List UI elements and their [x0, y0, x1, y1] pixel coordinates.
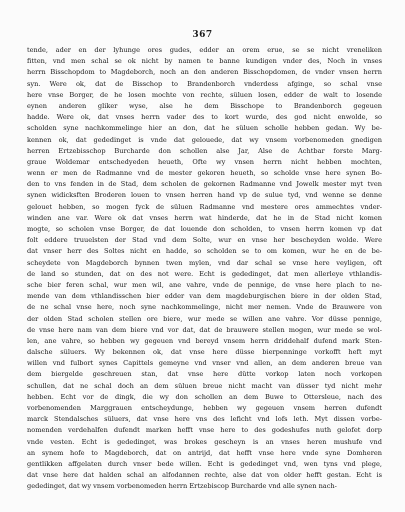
text-line: vorbenomenden Marggrauen entscheydunge, hebben wy gegeuen vnsem herren dufendt — [27, 404, 382, 412]
text-line: gelouet hebben, so mogen fyck de süluen Radmanne vnd mestere ores ammechtes vnder- — [27, 202, 382, 211]
text-line: here vnse Borger, de he losen mochte von rechte, süluen losen, edder de walt to losende — [27, 90, 382, 99]
text-line: de vnse here nam van dem biere vnd vor dat, dat de brauwere stellen mogen, wur mede se wol- — [27, 325, 382, 334]
text-line: syn. Were ok, dat de Bisschop to Brandenborch vnderdess afginge, so schal vnse — [27, 79, 382, 88]
text-line: sche bier feren schal, wur men wil, ane vahre, vnde de pennige, de vnse here plach to ne- — [27, 280, 382, 289]
text-line: folt eddere truuelsten der Stad vnd dem Solte, wur en vnse her bescheyden wolde. Were — [27, 236, 382, 245]
text-line: scheydete von Magdeborch bynnen twen mylen, vnd dar schal se vnse here veyligen, oft — [27, 258, 382, 267]
text-line: gentlikken affgelaten durch vnser bede willen. Echt is gededinget vnd, wen tyns vnd plege, — [27, 459, 382, 468]
text-line: graue Woldemar entschedyeden heueth, Ofte wy vnsen herrn nicht hebben mochten, — [27, 157, 382, 166]
text-line: eynen anderen gliker wyse, alse he dem Bisschope to Brandenborch gegeuen — [27, 101, 382, 110]
text-line: synen widicksften Broderen louen to vnsen herren hand vp de sulue tyd, vnd wenne se denne — [27, 191, 382, 200]
text-line: wenn er men de Radmanne vnd de mester gekoren heueth, so scholde vnse here synen Bo- — [27, 169, 382, 178]
text-line: herren Ertzebisschop Burcharde don schollen alse Jar, Alse de Achtbar forste Marg- — [27, 146, 382, 155]
text-line: winden ane var. Were ok dat vnses herrn wat hinderde, dat he in de Stad nicht komen — [27, 213, 382, 222]
text-line: de land so stunden, dat on des not were. Echt is gededinget, dat men allerleye vthlandis- — [27, 269, 382, 278]
text-line: hebben. Echt vor de dingk, die wy don schollen an dem Buwe to Ottersleue, nach des — [27, 392, 382, 401]
page-number: 367 — [192, 30, 213, 40]
text-line: willen vnd fulbort synes Capittels gemeyne vnd vnser vnd allen, an dem anderen breue van — [27, 359, 382, 368]
text-line: den to vns fenden in de Stad, dem scholen de gekornen Radmanne vnd Jowelk mester myt tven — [27, 180, 382, 189]
text-line: kennen ok, dat gededinget is vnde dat gelouede, dat wy vnsem vorbenomeden gnedigen — [27, 135, 382, 144]
text-line: mende van dem vthlandisschen bier edder van dem magdeburgischen biere in der olden Stad, — [27, 292, 382, 301]
text-line: der olden Stad scholen stellen ore biere, wur mede se willen ane vahre. Vor düsse pennige, — [27, 314, 382, 323]
text-line: fitten, vnd men schal se ok nicht by namen te banne kundigen vnder des, Noch in vnses — [27, 57, 382, 66]
text-line: schullen, dat ne schal doch an dem süluen breue nicht macht van düsser tyd nicht mehr — [27, 381, 382, 390]
text-line: gededinget, dat wy vnsem vorbenomeden herrn Ertzebiscop Burcharde vnd alle synen nach- — [27, 482, 337, 491]
text-line: len, ane vahre, so hebben wy gegeuen vnd bereyd vnsem herrn driddehalf dufend mark Sten- — [27, 336, 382, 345]
text-line: dem biergelde geschreuen stan, dat vnse here dütte vorkop laten noch vorkopen — [27, 370, 382, 379]
text-line: hadde. Were ok, dat vnses herrn vader des to kort wurde, des god nicht enwolde, so — [27, 113, 382, 122]
text-line: scholden syne nachkommelinge hier an don, dat he süluen scholle hebben gedan. Wy be- — [27, 124, 382, 133]
text-line: vnde vesten. Echt is gededinget, was brokes gescheyn is an vnses heren mushufe vnd — [27, 437, 382, 446]
text-line: an synem hofe to Magdeborch, dat on antrijd, dat hefft vnse here vnde syne Domheren — [27, 448, 382, 457]
text-line: nomenden verdehalfen dufendt marken hefft vnse here to des godeshufes nuth gelofet dorp — [27, 426, 382, 435]
text-line: de ne schal vnse here, noch syne nachkommelinge, nicht mer nemen. Vnde de Brauwere von — [27, 303, 382, 312]
text-line: dat vnse here dat halden schal an alfodannen rechte, alse dat von older hefft gestan. Echt is — [27, 471, 382, 480]
text-line: mogte, so scholen vnse Borger, de dat louende don scholden, to vnsen herrn komen vp dat — [27, 225, 382, 233]
text-line: tende, ader en der lyhunge ores gudes, edder an orem erue, se se nicht vreneliken — [27, 46, 382, 54]
text-line: dat vnser herr des Soltes nicht en hadde, so scholden se to om komen, wur he en de be- — [27, 247, 382, 256]
body-text — [27, 45, 382, 493]
text-line: dalsche süluers. Wy bekennen ok, dat vnse here düsse bierpenninge vorkofft heft myt — [27, 348, 382, 357]
text-line: herrn Bisschopdom to Magdeborch, noch an den anderen Bisschopdomen, de vnder vnsen herrn — [27, 68, 382, 77]
text-line: marck Stendalsches süluers, dat vnse here vns des leficht vnd lofs leth. Myt dissen vorbe- — [27, 415, 382, 424]
